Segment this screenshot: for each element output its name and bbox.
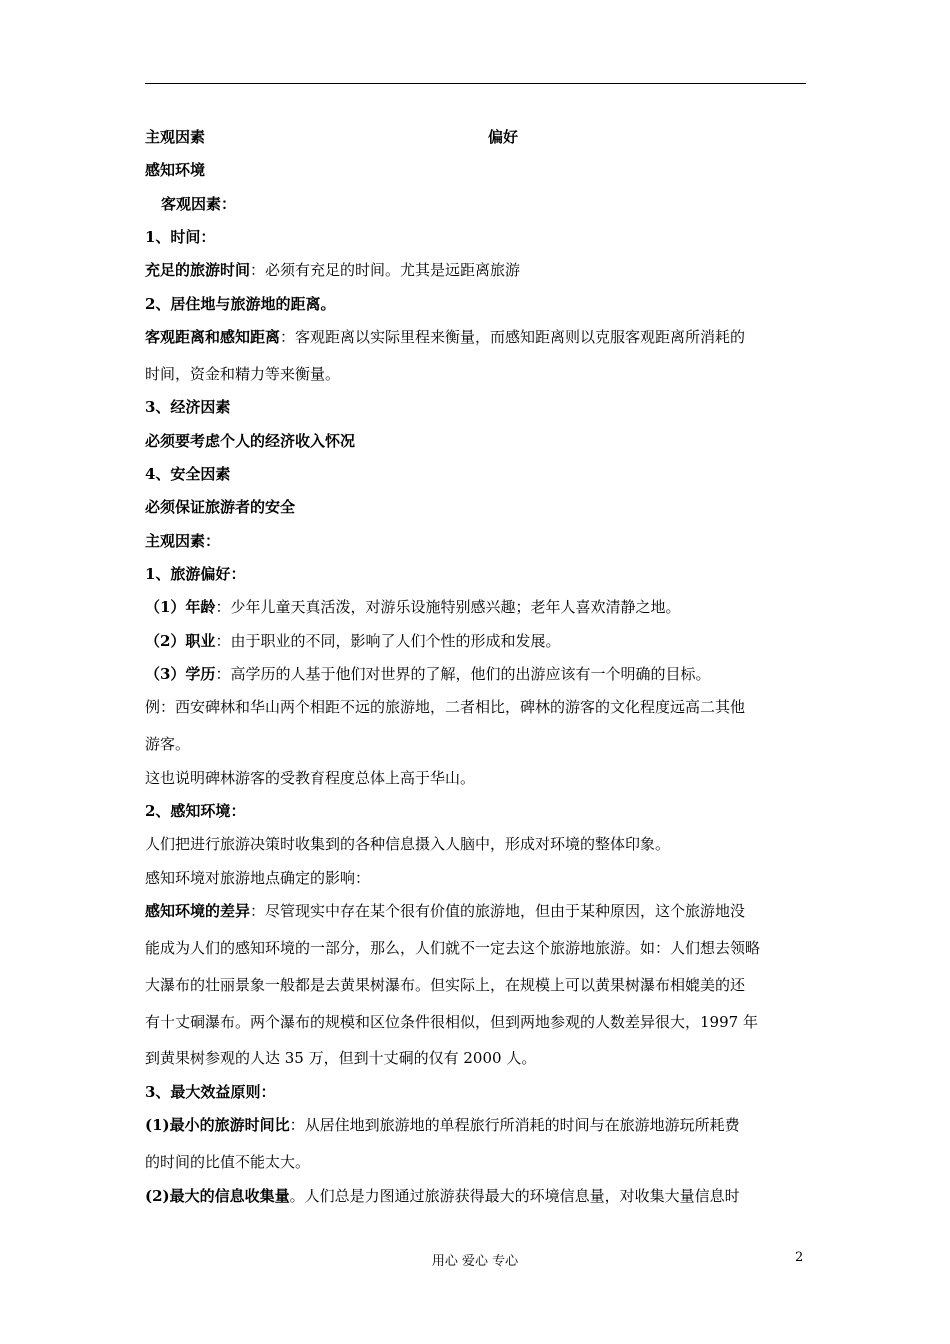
- term-label: (1)最小的旅游时间比: [145, 1116, 290, 1134]
- text-line-22: 感知环境对旅游地点确定的影响：: [145, 869, 371, 887]
- text-line-11: 必须保证旅游者的安全: [145, 498, 296, 516]
- text-line-16: [145, 664, 810, 684]
- text-line-14: [145, 597, 810, 617]
- text-line-15: [145, 631, 810, 651]
- text-line-30: 的时间的比值不能太大。: [145, 1153, 311, 1171]
- heading-subjective-right: 偏好: [488, 128, 519, 146]
- term-text: ：由于职业的不同，影响了人们个性的形成和发展。: [215, 632, 561, 650]
- subsection-time: 1、时间：: [145, 228, 216, 246]
- term-label: （2）职业: [145, 632, 216, 650]
- term-label: 充足的旅游时间: [145, 261, 251, 279]
- text-line-21: 人们把进行旅游决策时收集到的各种信息摄入人脑中，形成对环境的整体印象。: [145, 835, 671, 853]
- text-line-24: 能成为人们的感知环境的一部分，那么，人们就不一定去这个旅游地旅游。如：人们想去领略: [145, 939, 761, 957]
- text-line-6: [145, 327, 810, 347]
- page-number: 2: [795, 1250, 804, 1265]
- subsection-economic: 3、经济因素: [145, 398, 231, 416]
- term-label: 感知环境的差异: [145, 902, 251, 920]
- footer-text: 用心 爱心 专心: [431, 1254, 519, 1269]
- subsection-preference: 1、旅游偏好：: [145, 565, 246, 583]
- text-line-18: 游客。: [145, 735, 191, 753]
- text-line-7: 时间，资金和精力等来衡量。: [145, 365, 341, 383]
- term-label: 客观距离和感知距离: [145, 328, 281, 346]
- heading-subjective: [145, 127, 810, 147]
- term-label: （3）学历: [145, 665, 216, 683]
- header-rule: [145, 83, 806, 84]
- term-text: ：必须有充足的时间。尤其是远距离旅游: [250, 261, 521, 279]
- text-line-4: [145, 260, 810, 280]
- text-line-25: 大瀑布的壮丽景象一般都是去黄果树瀑布。但实际上，在规模上可以黄果树瀑布相媲美的还: [145, 976, 746, 994]
- heading-subjective-left: 主观因素: [145, 128, 206, 146]
- term-label: (2)最大的信息收集量: [145, 1187, 290, 1205]
- subsection-max-benefit: 3、最大效益原则：: [145, 1083, 276, 1101]
- term-text: ：尽管现实中存在某个很有价值的旅游地，但由于某种原因，这个旅游地没: [250, 902, 746, 920]
- text-line-29: [145, 1115, 810, 1135]
- text-line-1: 感知环境: [145, 161, 206, 179]
- subsection-perception: 2、感知环境：: [145, 802, 246, 820]
- section-subjective: 主观因素：: [145, 532, 221, 550]
- term-text: ：高学历的人基于他们对世界的了解，他们的出游应该有一个明确的目标。: [215, 665, 711, 683]
- text-line-17: 例：西安碑林和华山两个相距不远的旅游地，二者相比，碑林的游客的文化程度远高二其他: [145, 698, 746, 716]
- text-line-26: 有十丈硐瀑布。两个瀑布的规模和区位条件很相似，但到两地参观的人数差异很大，1997 年: [145, 1013, 758, 1031]
- subsection-safety: 4、安全因素: [145, 465, 231, 483]
- text-line-23: [145, 901, 810, 921]
- text-line-19: 这也说明碑林游客的受教育程度总体上高于华山。: [145, 769, 476, 787]
- text-line-9: 必须要考虑个人的经济收入怀况: [145, 432, 356, 450]
- term-text: ：少年儿童天真活泼，对游乐设施特别感兴趣；老年人喜欢清静之地。: [215, 598, 681, 616]
- term-text: ：从居住地到旅游地的单程旅行所消耗的时间与在旅游地游玩所耗费: [289, 1116, 740, 1134]
- term-label: （1）年龄: [145, 598, 216, 616]
- text-line-27: 到黄果树参观的人达 35 万，但到十丈硐的仅有 2000 人。: [145, 1049, 537, 1067]
- section-objective: 客观因素：: [161, 195, 237, 213]
- term-text: ：客观距离以实际里程来衡量，而感知距离则以克服客观距离所消耗的: [280, 328, 746, 346]
- text-line-31: [145, 1186, 810, 1206]
- term-text: 。人们总是力图通过旅游获得最大的环境信息量，对收集大量信息时: [289, 1187, 740, 1205]
- subsection-distance: 2、居住地与旅游地的距离。: [145, 295, 336, 313]
